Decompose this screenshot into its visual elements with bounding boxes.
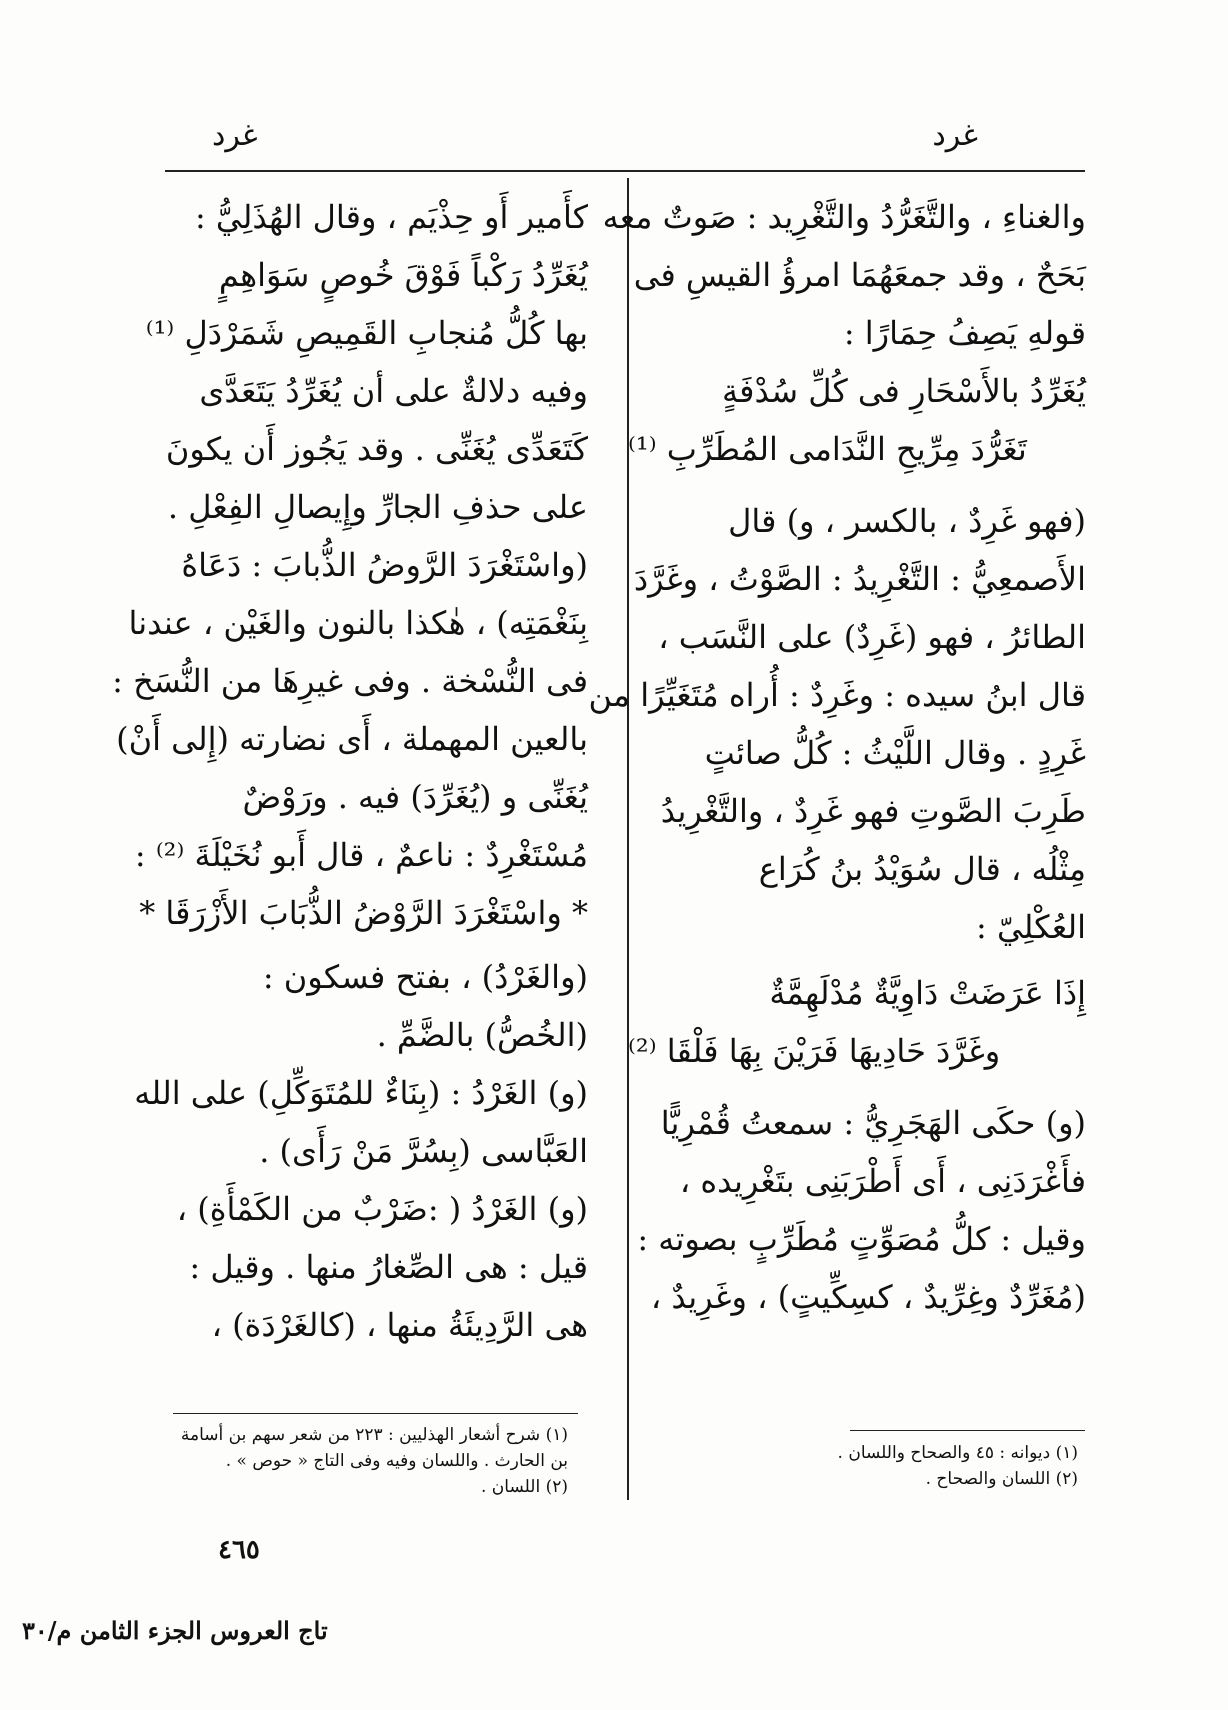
verse-line: وغَرَّدَ حَادِيهَا فَرَيْنَ بِهَا فَلْقَا ⁽²⁾ xyxy=(628,1032,1001,1070)
text-line: (مُغَرِّدٌ وغِرِّيدٌ ، كسِكِّيتٍ) ، وغَرِيدٌ ، xyxy=(650,1278,1086,1316)
text-line: قولهِ يَصِفُ حِمَارًا : xyxy=(843,314,1086,352)
text-line: والغناءِ ، والتَّغَرُّدُ والتَّغْرِيد : صَوتٌ معه xyxy=(602,198,1086,236)
text-line: الأَصمعِيُّ : التَّغْرِيدُ : الصَّوْتُ ، وغَرَّدَ xyxy=(633,560,1086,598)
text-line: مُسْتَغْرِدٌ : ناعمٌ ، قال أَبو نُخَيْلَةَ ⁽²⁾ : xyxy=(134,836,588,874)
text-line: (و) الغَرْدُ : (بِنَاءٌ للمُتَوَكِّلِ) على الله xyxy=(134,1074,588,1112)
text-line: يُغَنِّى و (يُغَرِّدَ) فيه . ورَوْضٌ xyxy=(242,778,588,816)
right-column xyxy=(588,188,1086,1326)
text-line: هى الرَّدِيئَةُ منها ، (كالغَرْدَة) ، xyxy=(211,1306,588,1344)
text-line: الطائرُ ، فهو (غَرِدٌ) على النَّسَب ، xyxy=(658,618,1086,656)
text-line: (فهو غَرِدٌ ، بالكسر ، و) قال xyxy=(728,502,1086,540)
text-line: العُكْلِيّ : xyxy=(976,908,1086,946)
running-footer: تاج العروس الجزء الثامن م/٣٠ xyxy=(22,1616,328,1645)
text-line: فى النُّسْخة . وفى غيرِهَا من النُّسَخ : xyxy=(112,662,588,700)
verse-line: تَغَرُّدَ مِرِّيحِ النَّدَامى المُطَرِّبِ ⁽¹⁾ xyxy=(628,430,1027,468)
text-line: (و) الغَرْدُ ( :ضَرْبٌ من الكَمْأَةِ) ، xyxy=(176,1190,588,1228)
footnote: (١) ديوانه : ٤٥ والصحاح واللسان . xyxy=(837,1443,1078,1463)
header-rule xyxy=(165,170,1085,172)
text-line: قيل : هى الصِّغارُ منها . وقيل : xyxy=(189,1248,588,1286)
text-line: قال ابنُ سيده : وغَرِدٌ : أُراه مُتَغَيِّرًا من xyxy=(588,676,1086,714)
verse-line: بها كُلُّ مُنجابِ القَمِيصِ شَمَرْدَلِ ⁽¹⁾ xyxy=(145,314,588,352)
footnotes-left xyxy=(148,1422,568,1500)
text-line: وفيه دلالةٌ على أن يُغَرِّدُ يَتَعَدَّى xyxy=(199,372,588,410)
text-line: على حذفِ الجارِّ وإِيصالِ الفِعْلِ . xyxy=(167,488,588,526)
footnote: (٢) اللسان . xyxy=(481,1477,568,1497)
footnotes-right xyxy=(638,1440,1078,1492)
text-line: غَرِدٍ . وقال اللَّيْثُ : كُلُّ صائتٍ xyxy=(704,734,1086,772)
footnote: (٢) اللسان والصحاح . xyxy=(925,1469,1078,1489)
text-line: وقيل : كلُّ مُصَوِّتٍ مُطَرِّبٍ بصوته : xyxy=(637,1220,1086,1258)
verse-line: يُغَرِّدُ بالأَسْحَارِ فى كُلِّ سُدْفَةٍ xyxy=(721,372,1086,410)
text-line: كَتَعَدِّى يُغَنِّى . وقد يَجُوز أَن يكونَ xyxy=(165,430,588,468)
text-line: مِثْلُه ، قال سُوَيْدُ بنُ كُرَاع xyxy=(758,850,1086,888)
verse-line: إِذَا عَرَضَتْ دَاوِيَّةٌ مُدْلَهِمَّةٌ xyxy=(769,974,1086,1012)
right-header-word: غرد xyxy=(932,118,978,153)
text-line: بِنَغْمَتِه) ، هٰكذا بالنون والغَيْن ، عندنا xyxy=(128,604,588,642)
text-line: (و) حكَى الهَجَرِيُّ : سمعتُ قُمْرِيًّا xyxy=(660,1104,1086,1142)
text-line: العَبَّاسى (بِسُرَّ مَنْ رَأَى) . xyxy=(259,1132,588,1170)
verse-line: * واسْتَغْرَدَ الرَّوْضُ الذُّبَابَ الأَزْرَقَا * xyxy=(139,894,588,932)
footnote: بن الحارث . واللسان وفيه وفى التاج « حوص » . xyxy=(225,1451,568,1471)
text-line: بَحَحٌ ، وقد جمعَهُمَا امرؤُ القيسِ فى xyxy=(633,256,1086,294)
text-line: طَرِبَ الصَّوتِ فهو غَرِدٌ ، والتَّغْرِيدُ xyxy=(660,792,1086,830)
footnote-rule-right xyxy=(850,1430,1085,1431)
text-line: (الخُصُّ) بالضَّمِّ . xyxy=(376,1016,588,1054)
footnote-rule-left xyxy=(173,1413,578,1414)
text-line: بالعين المهملة ، أَى نضارته (إِلى أَنْ) xyxy=(116,720,588,758)
text-line: فأَغْرَدَنِى ، أَى أَطْرَبَنِى بتَغْرِيده ، xyxy=(679,1162,1086,1200)
left-header-word: غرد xyxy=(212,118,258,153)
verse-line: يُغَرِّدُ رَكْباً فَوْقَ خُوصٍ سَوَاهِمٍ xyxy=(218,256,588,294)
text-line: كأَمير أَو حِذْيَم ، وقال الهُذَلِيُّ : xyxy=(194,198,588,236)
text-line: (والغَرْدُ) ، بفتح فسكون : xyxy=(262,958,588,996)
left-column xyxy=(112,188,588,1354)
footnote: (١) شرح أشعار الهذليين : ٢٢٣ من شعر سهم بن أسامة xyxy=(180,1425,568,1445)
page-number: ٤٦٥ xyxy=(218,1535,260,1565)
text-line: (واسْتَغْرَدَ الرَّوضُ الذُّبابَ : دَعَاهُ xyxy=(181,546,588,584)
